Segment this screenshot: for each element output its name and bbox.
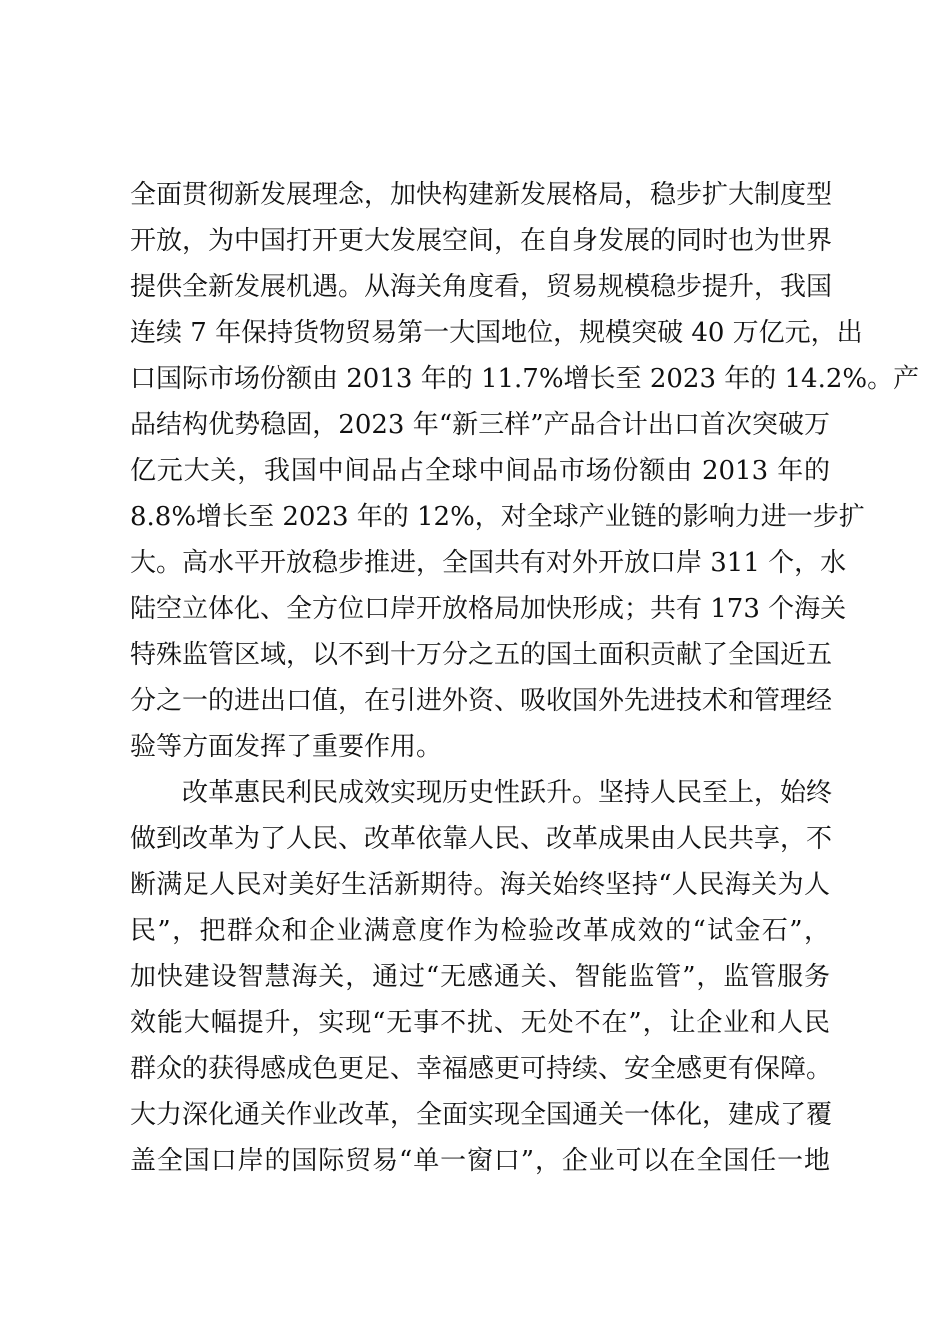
paragraph-line: 提供全新发展机遇。从海关角度看，贸易规模稳步提升，我国 [130,272,833,302]
paragraph-line: 改革惠民利民成效实现历史性跃升。坚持人民至上，始终 [182,778,833,808]
paragraph-line: 陆空立体化、全方位口岸开放格局加快形成；共有 173 个海关 [130,594,847,624]
paragraph-line: 品结构优势稳固，2023 年“新三样”产品合计出口首次突破万 [130,410,830,440]
paragraph-line: 大。高水平开放稳步推进，全国共有对外开放口岸 311 个，水 [130,548,847,578]
paragraph-line: 加快建设智慧海关，通过“无感通关、智能监管”，监管服务 [130,962,830,992]
paragraph-line: 亿元大关，我国中间品占全球中间品市场份额由 2013 年的 [130,456,830,486]
paragraph-line: 连续 7 年保持货物贸易第一大国地位，规模突破 40 万亿元，出 [130,318,863,348]
paragraph-line: 验等方面发挥了重要作用。 [130,732,443,762]
paragraph-line: 8.8%增长至 2023 年的 12%，对全球产业链的影响力进一步扩 [130,502,865,532]
paragraph-line: 全面贯彻新发展理念，加快构建新发展格局，稳步扩大制度型 [130,180,833,210]
paragraph-line: 特殊监管区域，以不到十万分之五的国土面积贡献了全国近五 [130,640,833,670]
paragraph-line: 口国际市场份额由 2013 年的 11.7%增长至 2023 年的 14.2%。产 [130,364,920,394]
paragraph-2 [130,770,833,1184]
paragraph-line: 群众的获得感成色更足、幸福感更可持续、安全感更有保障。 [130,1054,833,1084]
paragraph-line: 盖全国口岸的国际贸易“单一窗口”，企业可以在全国任一地 [130,1146,830,1176]
paragraph-line: 民”，把群众和企业满意度作为检验改革成效的“试金石”， [130,916,830,946]
paragraph-line: 断满足人民对美好生活新期待。海关始终坚持“人民海关为人 [130,870,830,900]
document-body [130,172,920,1184]
paragraph-line: 做到改革为了人民、改革依靠人民、改革成果由人民共享，不 [130,824,833,854]
paragraph-line: 分之一的进出口值，在引进外资、吸收国外先进技术和管理经 [130,686,833,716]
paragraph-1 [130,172,920,770]
paragraph-line: 开放，为中国打开更大发展空间，在自身发展的同时也为世界 [130,226,833,256]
paragraph-line: 大力深化通关作业改革，全面实现全国通关一体化，建成了覆 [130,1100,833,1130]
paragraph-line: 效能大幅提升，实现“无事不扰、无处不在”，让企业和人民 [130,1008,830,1038]
